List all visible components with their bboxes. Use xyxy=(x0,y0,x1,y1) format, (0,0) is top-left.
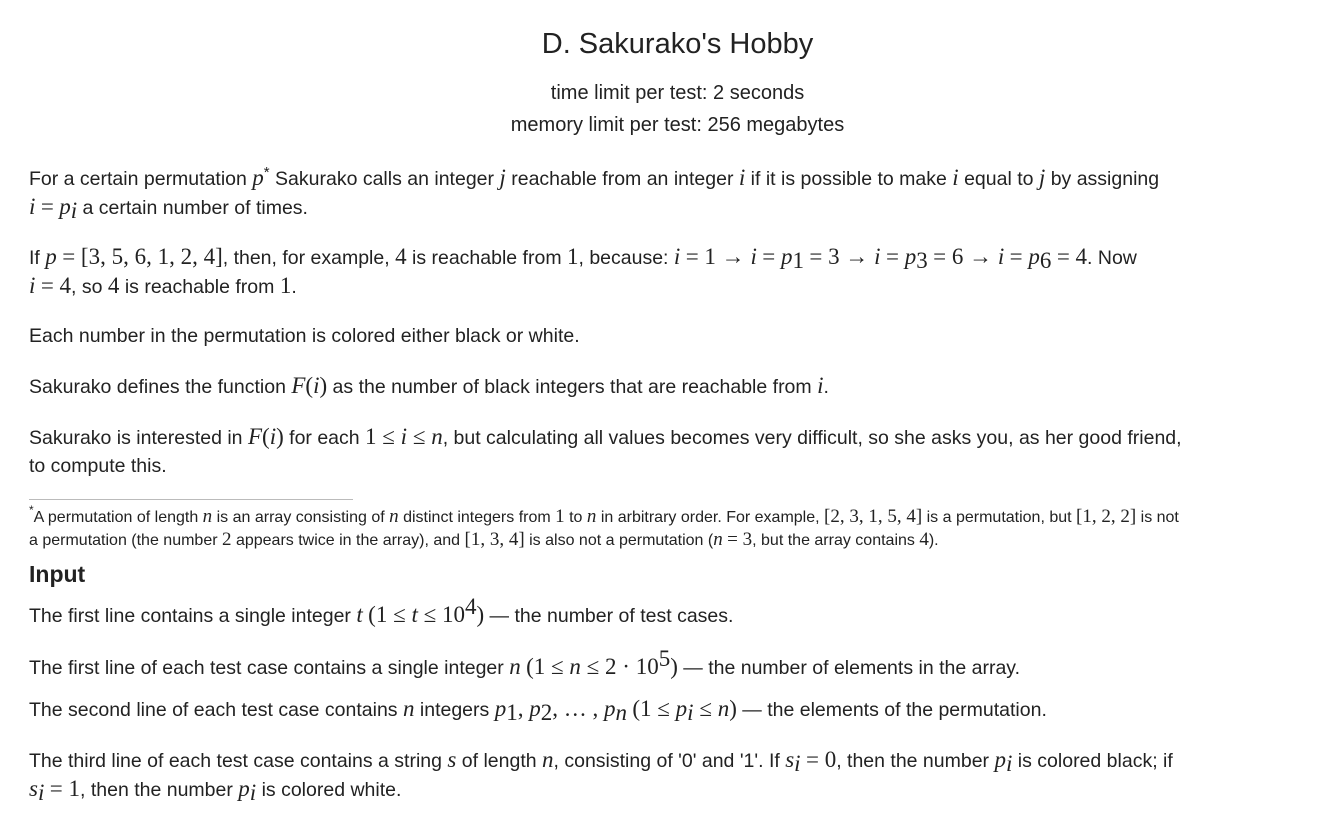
time-limit: time limit per test: 2 seconds xyxy=(550,82,805,104)
input-heading: Input xyxy=(29,561,86,587)
input-line-4a: The third line of each test case contains a string s of length n, consisting of '0' and '1'. If $s_i = 0$, then the number $p_i$ is colored black; if xyxy=(29,747,1173,776)
paragraph-1-line-2: $i = p_i$ a certain number of times. xyxy=(29,194,308,223)
paragraph-5-line-2: to compute this. xyxy=(29,455,167,477)
input-line-1: The first line contains a single integer t $(1 \le t \le 10^4)$ — the number of test cases. xyxy=(29,594,734,627)
input-line-4b: $s_i = 1$, then the number $p_i$ is colored white. xyxy=(29,776,402,805)
footnote-divider xyxy=(29,499,353,500)
memory-limit: memory limit per test: 256 megabytes xyxy=(510,114,845,136)
paragraph-2-line-2: i = 4, so 4 is reachable from 1. xyxy=(29,273,297,298)
paragraph-2-line-1: If p = [3, 5, 6, 1, 2, 4], then, for example, 4 is reachable from 1, because: $i = 1 \to i = p_1 = 3 \to i = p_3 = 6 \to i = p_6 = 4$. Now xyxy=(29,244,1137,273)
footnote-line-2: a permutation (the number 2 appears twice in the array), and [1, 3, 4] is also not a permutation (n = 3, but the array contains 4). xyxy=(29,529,939,550)
paragraph-5-line-1: Sakurako is interested in F(i) for each 1 ≤ i ≤ n, but calculating all values becomes very difficult, so she asks you, as her good friend, xyxy=(29,424,1182,449)
paragraph-1-line-1: For a certain permutation p* Sakurako calls an integer j reachable from an integer i if it is possible to make i equal to j by assigning xyxy=(29,164,1160,190)
page-title: D. Sakurako's Hobby xyxy=(541,28,814,60)
paragraph-4: Sakurako defines the function F(i) as the number of black integers that are reachable from i. xyxy=(29,373,829,398)
footnote-line-1: *A permutation of length n is an array consisting of n distinct integers from 1 to n in arbitrary order. For example, [2, 3, 1, 5, 4] is a permutation, but [1, 2, 2] is not xyxy=(29,503,1179,527)
input-line-2: The first line of each test case contains a single integer n $(1 \le n \le 2 \cdot 10^5)$ — the number of elements in the array. xyxy=(29,646,1021,679)
input-line-3: The second line of each test case contains n integers $p_1$, $p_2$, … , $p_n$ $(1 \le p_i \le n)$ — the elements of the permutation. xyxy=(29,696,1047,725)
paragraph-3: Each number in the permutation is colored either black or white. xyxy=(29,325,580,347)
